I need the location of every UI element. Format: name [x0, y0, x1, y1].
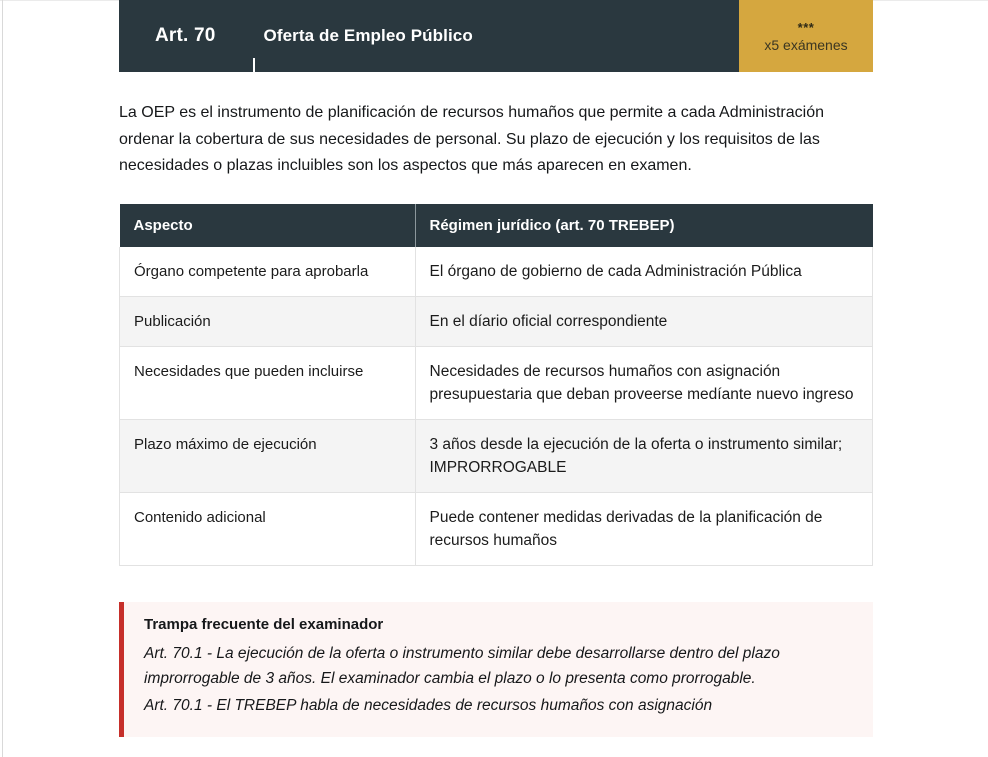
banner-divider [253, 58, 255, 72]
article-title: Oferta de Empleo Público [263, 26, 473, 45]
cell-rule: Necesidades de recursos humaños con asignación presupuestaria que deban proveerse medíante nuevo ingreso [415, 346, 873, 419]
cell-rule: En el díario oficial correspondiente [415, 296, 873, 346]
table-body [120, 247, 873, 566]
page-left-edge-rule [2, 0, 3, 757]
table-row [120, 296, 873, 346]
table-row [120, 247, 873, 297]
article-banner-main [119, 0, 739, 72]
exam-count-label: x5 exámenes [764, 36, 848, 53]
table-row [120, 419, 873, 492]
stars-icon: *** [797, 19, 815, 35]
intro-paragraph: La OEP es el instrumento de planificación de recursos humaños que permite a cada Administración ordenar la cobertura de sus necesidades de personal. Su plazo de ejecución y los requisitos de las necesidades o plazas incluibles son los aspectos que más aparecen en examen. [119, 104, 824, 174]
cell-aspect: Órgano competente para aprobarla [120, 247, 416, 297]
table-header-row [120, 204, 873, 247]
callout-item: Art. 70.1 - El TREBEP habla de necesidades de recursos humaños con asignación [144, 696, 713, 714]
cell-rule: El órgano de gobierno de cada Administración Pública [415, 247, 873, 297]
column-header-rule: Régimen jurídico (art. 70 TREBEP) [415, 204, 873, 247]
examiner-trap-callout [119, 602, 873, 738]
cell-aspect: Contenido adicional [120, 492, 416, 565]
cell-rule: 3 años desde la ejecución de la oferta o instrumento similar; IMPRORROGABLE [415, 419, 873, 492]
column-header-aspect: Aspecto [120, 204, 416, 247]
article-number: Art. 70 [155, 25, 216, 46]
exam-frequency-badge [739, 0, 873, 72]
callout-item: Art. 70.1 - La ejecución de la oferta o instrumento similar debe desarrollarse dentro del plazo improrrogable de 3 años. El examinador cambia el plazo o lo presenta como prorrogable. [144, 644, 780, 687]
callout-title: Trampa frecuente del examinador [144, 615, 384, 633]
cell-aspect: Plazo máximo de ejecución [120, 419, 416, 492]
cell-aspect: Necesidades que pueden incluirse [120, 346, 416, 419]
article-banner [119, 0, 873, 72]
article-content [119, 0, 873, 737]
cell-rule: Puede contener medidas derivadas de la planificación de recursos humaños [415, 492, 873, 565]
table-row [120, 492, 873, 565]
cell-aspect: Publicación [120, 296, 416, 346]
table-row [120, 346, 873, 419]
table-head [120, 204, 873, 247]
legal-regime-table [119, 204, 873, 566]
